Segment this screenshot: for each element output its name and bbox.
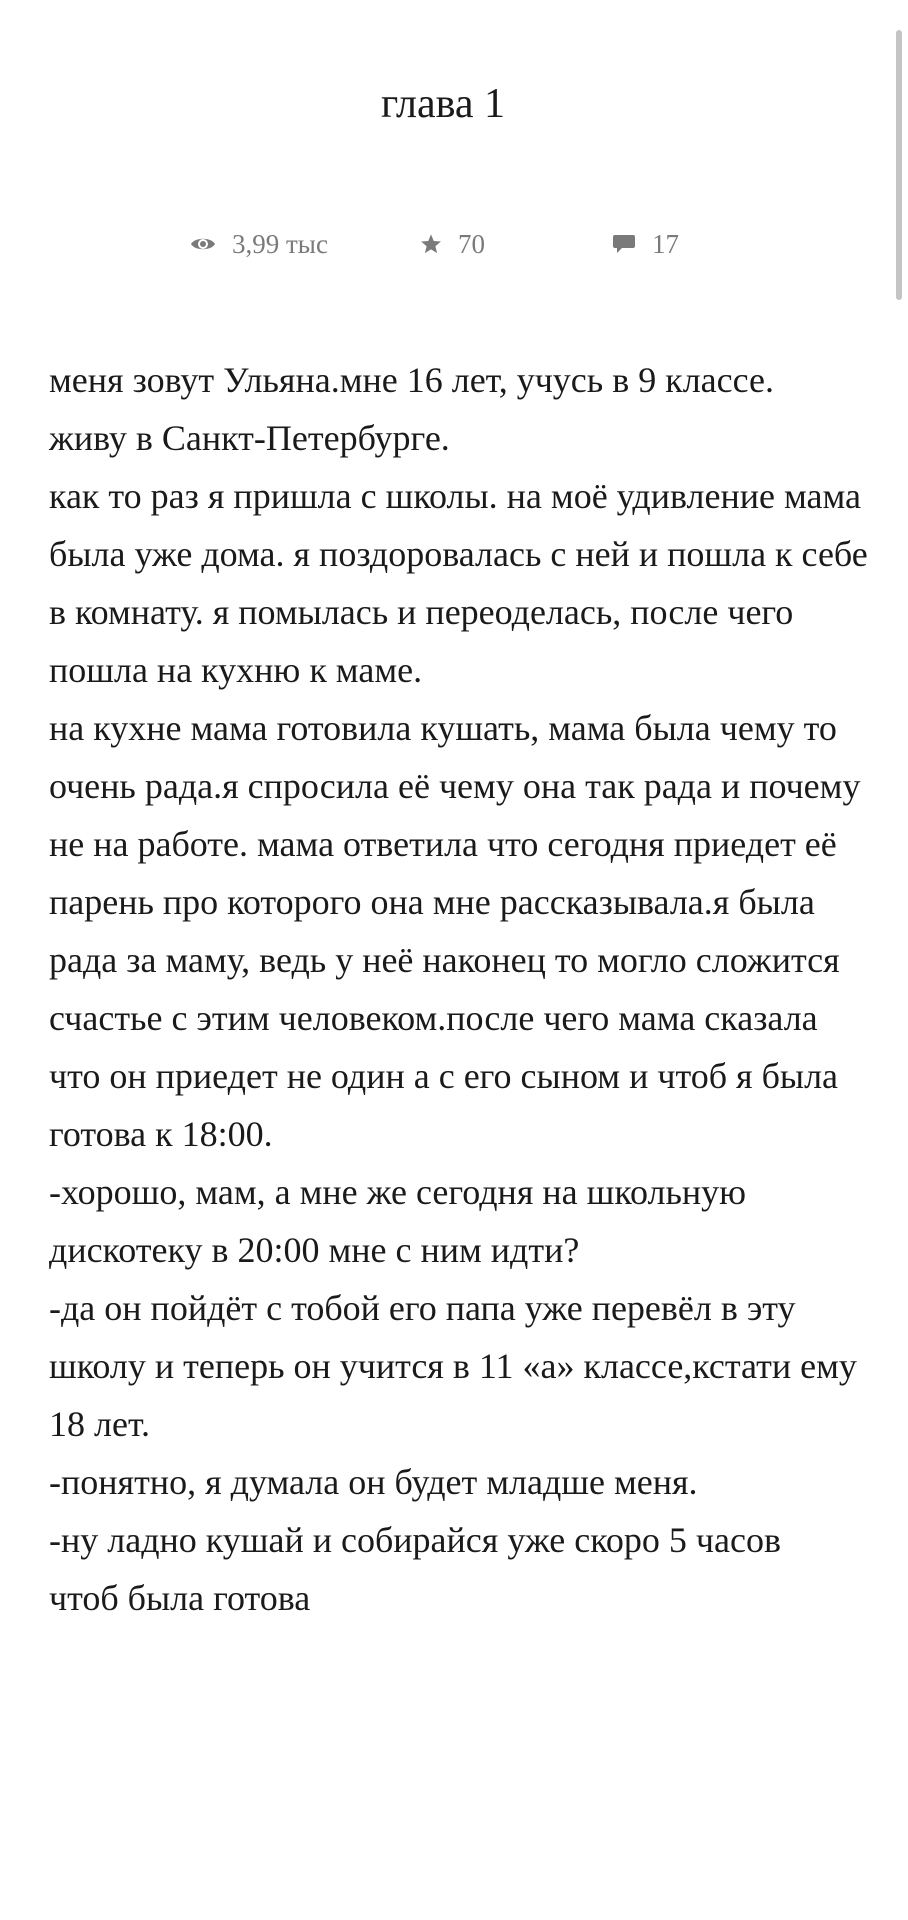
views-count: 3,99 тыс [232, 228, 328, 259]
rating-stat [420, 224, 485, 264]
paragraph: -ну ладно кушай и собирайся уже скоро 5 часов [49, 1520, 781, 1560]
views-stat [190, 224, 328, 264]
paragraph: меня зовут Ульяна.мне 16 лет, учусь в 9 классе. [49, 360, 775, 400]
scrollbar[interactable] [892, 0, 908, 1920]
paragraph: -понятно, я думала он будет младше меня. [49, 1462, 698, 1502]
paragraph: -хорошо, мам, а мне же сегодня на школьную дискотеку в 20:00 мне с ним идти? [49, 1172, 747, 1270]
paragraph: чтоб была готова [49, 1578, 311, 1618]
paragraph: живу в Санкт-Петербурге. [49, 418, 450, 458]
star-icon [420, 233, 442, 255]
rating-count: 70 [458, 228, 485, 259]
paragraph: как то раз я пришла с школы. на моё удивление мама была уже дома. я поздоровалась с ней и пошла к себе в комнату. я помылась и переоделась, после чего пошла на кухню к маме. [49, 476, 868, 690]
comment-icon [612, 233, 636, 255]
chapter-stats [0, 224, 886, 264]
chapter-title: глава 1 [380, 81, 506, 127]
comments-count: 17 [652, 228, 679, 259]
comments-stat [612, 224, 679, 264]
paragraph: -да он пойдёт с тобой его папа уже перевёл в эту школу и теперь он учится в 11 «а» классе,кстати ему 18 лет. [49, 1288, 857, 1444]
eye-icon [190, 235, 216, 253]
paragraph: на кухне мама готовила кушать, мама была чему то очень рада.я спросила её чему она так рада и почему не на работе. мама ответила что сегодня приедет её парень про которого она мне рассказывала.я была рада за маму, ведь у неё наконец то могло сложится счастье с этим человеком.после чего мама сказала что он приедет не один а с его сыном и чтоб я была готова к 18:00. [49, 708, 861, 1154]
scrollbar-thumb[interactable] [896, 30, 902, 300]
chapter-text [49, 351, 869, 1627]
